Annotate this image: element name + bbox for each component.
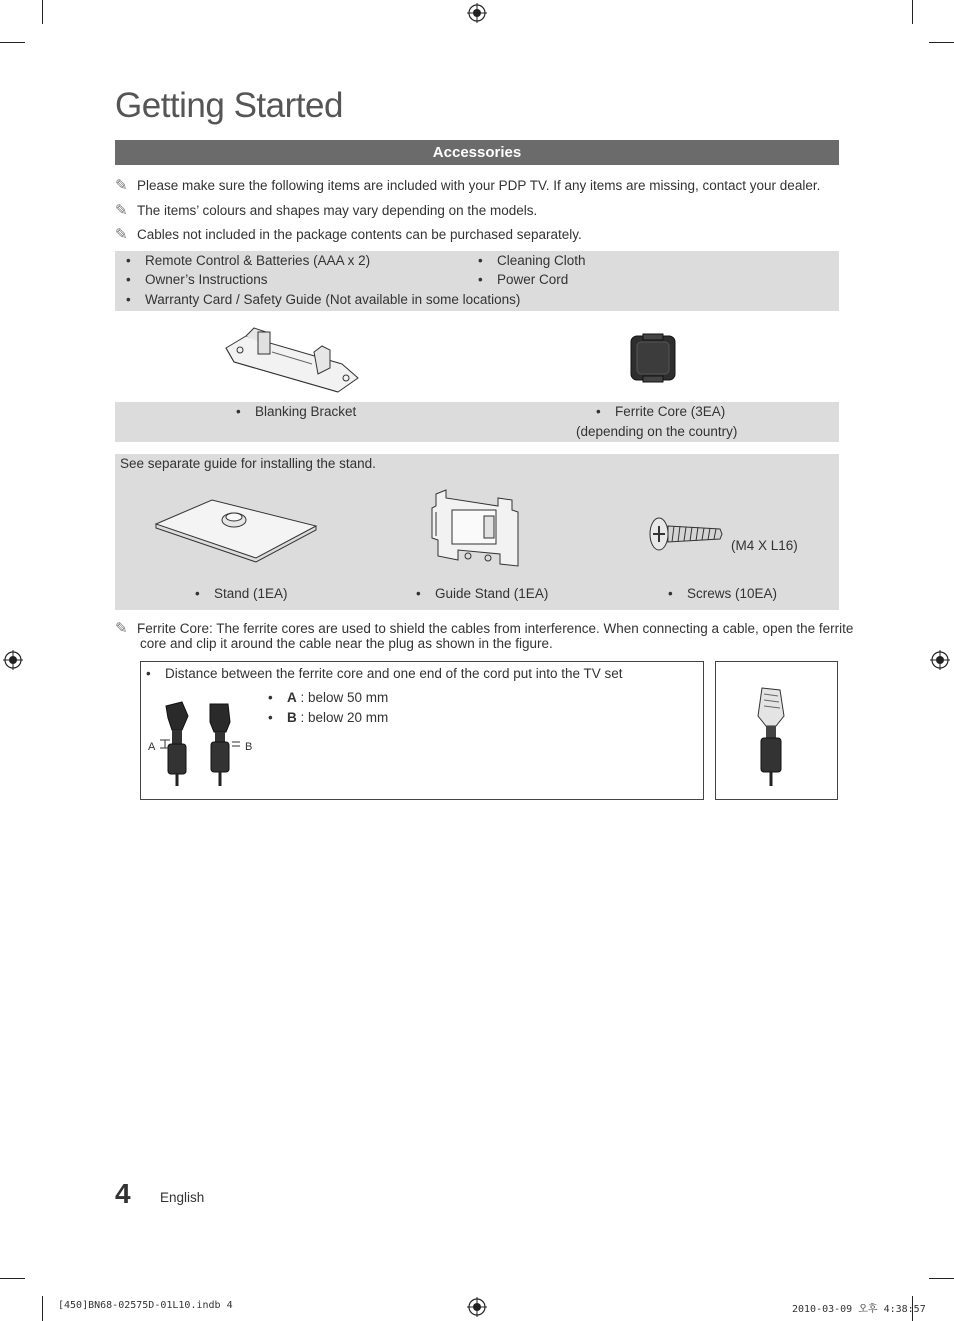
distance-heading: • Distance between the ferrite core and one end of the cord put into the TV set xyxy=(165,666,623,681)
guide-stand-illustration xyxy=(428,488,524,570)
page-title: Getting Started xyxy=(115,86,343,125)
pencil-note-icon: ✎ xyxy=(115,226,128,243)
stand-illustration xyxy=(152,496,320,564)
list-item: • Warranty Card / Safety Guide (Not available in some locations) xyxy=(145,292,520,307)
note xyxy=(115,201,537,219)
section-header: Accessories xyxy=(115,140,839,165)
footer-file-info: [450]BN68-02575D-01L10.indb 4 xyxy=(58,1300,233,1311)
distance-b-text: : below 20 mm xyxy=(296,710,389,725)
scart-cable-illustration xyxy=(752,686,788,788)
distance-b-label: B xyxy=(287,710,297,725)
list-item: • Remote Control & Batteries (AAA x 2) xyxy=(145,253,370,268)
crop-mark xyxy=(929,1278,954,1279)
part-label-stand: • Stand (1EA) xyxy=(214,586,288,601)
list-item: • Power Cord xyxy=(497,272,568,287)
note-text: Please make sure the following items are included with your PDP TV. If any items are missing, contact your dealer. xyxy=(137,178,821,193)
crop-mark xyxy=(42,1296,43,1321)
part-note-country: (depending on the country) xyxy=(576,424,738,439)
cable-ferrite-figure xyxy=(160,700,240,786)
distance-a xyxy=(287,690,388,705)
figure-label-a: A xyxy=(148,741,156,753)
part-label-screws: • Screws (10EA) xyxy=(687,586,777,601)
list-item: • Cleaning Cloth xyxy=(497,253,586,268)
note xyxy=(115,225,582,243)
registration-mark-icon xyxy=(467,3,487,23)
crop-mark xyxy=(42,0,43,24)
list-item: • Owner’s Instructions xyxy=(145,272,268,287)
note xyxy=(115,176,820,194)
registration-mark-icon xyxy=(930,650,950,670)
pencil-note-icon: ✎ xyxy=(115,620,128,637)
crop-mark xyxy=(0,42,25,43)
ferrite-note-line2: core and clip it around the cable near the plug as shown in the figure. xyxy=(140,636,553,651)
crop-mark xyxy=(912,0,913,24)
pencil-note-icon: ✎ xyxy=(115,177,128,194)
language-label: English xyxy=(160,1190,205,1205)
note-text: Cables not included in the package contents can be purchased separately. xyxy=(137,227,582,242)
footer-timestamp: 2010-03-09 오후 4:38:57 xyxy=(792,1304,926,1315)
ferrite-core-illustration xyxy=(629,332,677,384)
ferrite-note xyxy=(115,619,853,637)
distance-a-text: : below 50 mm xyxy=(296,690,389,705)
part-label-ferrite-core: • Ferrite Core (3EA) xyxy=(615,404,725,419)
figure-label-b: B xyxy=(245,741,253,753)
distance-b xyxy=(287,710,388,725)
registration-mark-icon xyxy=(467,1297,487,1317)
ferrite-note-line1: Ferrite Core: The ferrite cores are used to shield the cables from interference. When connecting a cable, open the ferrite xyxy=(137,621,854,636)
registration-mark-icon xyxy=(3,650,23,670)
screw-size: (M4 X L16) xyxy=(731,538,798,553)
part-label-guide-stand: • Guide Stand (1EA) xyxy=(435,586,548,601)
screw-illustration xyxy=(648,514,724,554)
part-label-blanking-bracket: • Blanking Bracket xyxy=(255,404,356,419)
crop-mark xyxy=(929,42,954,43)
crop-mark xyxy=(0,1278,25,1279)
note-text: The items’ colours and shapes may vary depending on the models. xyxy=(137,203,538,218)
blanking-bracket-illustration xyxy=(222,322,362,394)
pencil-note-icon: ✎ xyxy=(115,202,128,219)
stand-intro: See separate guide for installing the stand. xyxy=(120,456,376,471)
distance-a-label: A xyxy=(287,690,297,705)
page-number: 4 xyxy=(115,1178,131,1209)
